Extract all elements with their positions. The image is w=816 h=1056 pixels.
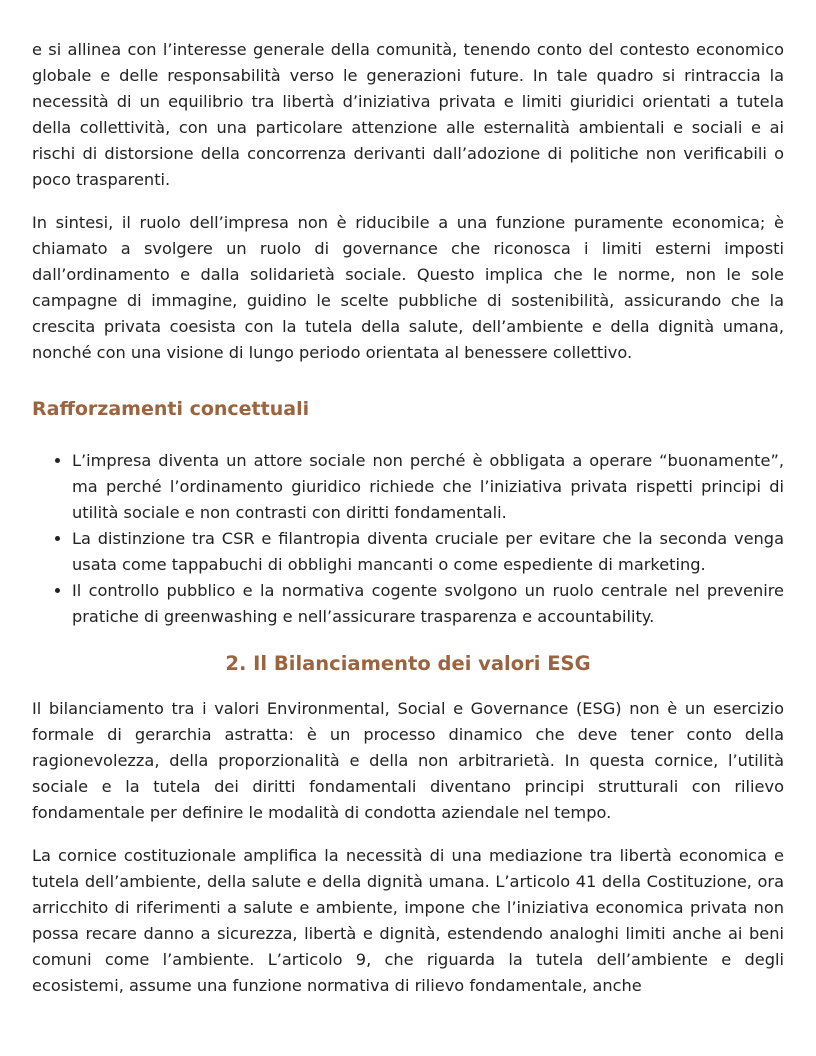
bullet-list bbox=[32, 448, 784, 630]
intro-paragraph-2: In sintesi, il ruolo dell’impresa non è riducibile a una funzione puramente economica; è chiamato a svolgere un ruolo di governance che riconosca i limiti esterni imposti dall’ordinamento e dalla solidarietà sociale. Questo implica che le norme, non le sole campagne di immagine, guidino le scelte pubbliche di sostenibilità, assicurando che la crescita privata coesista con la tutela della salute, dell’ambiente e della dignità umana, nonché con una visione di lungo periodo orientata al benessere collettivo. bbox=[32, 213, 784, 362]
section-paragraph-2: La cornice costituzionale amplifica la necessità di una mediazione tra libertà economica e tutela dell’ambiente, della salute e della dignità umana. L’articolo 41 della Costituzione, ora arricchito di riferimenti a salute e ambiente, impone che l’iniziativa economica privata non possa recare danno a sicurezza, libertà e dignità, estendendo analoghi limiti anche ai beni comuni come l’ambiente. L’articolo 9, che riguarda la tutela dell’ambiente e degli ecosistemi, assume una funzione normativa di rilievo fondamentale, anche bbox=[32, 846, 784, 995]
intro-paragraph-1: e si allinea con l’interesse generale della comunità, tenendo conto del contesto economico globale e delle responsabilità verso le generazioni future. In tale quadro si rintraccia la necessità di un equilibrio tra libertà d’iniziativa privata e limiti giuridici orientati a tutela della collettività, con una particolare attenzione alle esternalità ambientali e sociali e ai rischi di distorsione della concorrenza derivanti dall’adozione di politiche non verificabili o poco trasparenti. bbox=[32, 40, 784, 189]
bullet-item: • Il controllo pubblico e la normativa cogente svolgono un ruolo centrale nel prevenire pratiche di greenwashing e nell’assicurare trasparenza e accountability. bbox=[72, 578, 784, 630]
bullet-item: • L’impresa diventa un attore sociale non perché è obbligata a operare “buonamente”, ma perché l’ordinamento giuridico richiede che l’iniziativa privata rispetti principi di utilità sociale e non contrasti con diritti fondamentali. bbox=[72, 448, 784, 526]
section-heading: 2. Il Bilanciamento dei valori ESG bbox=[225, 652, 591, 675]
bullet-item: • La distinzione tra CSR e filantropia diventa cruciale per evitare che la seconda venga usata come tappabuchi di obblighi mancanti o come espediente di marketing. bbox=[72, 526, 784, 578]
subheading: Rafforzamenti concettuali bbox=[32, 398, 310, 420]
section-paragraph-1: Il bilanciamento tra i valori Environmental, Social e Governance (ESG) non è un esercizio formale di gerarchia astratta: è un processo dinamico che deve tener conto della ragionevolezza, della proporzionalità e della non arbitrarietà. In questa cornice, l’utilità sociale e la tutela dei diritti fondamentali diventano principi strutturali con rilievo fondamentale per definire le modalità di condotta aziendale nel tempo. bbox=[32, 699, 784, 822]
